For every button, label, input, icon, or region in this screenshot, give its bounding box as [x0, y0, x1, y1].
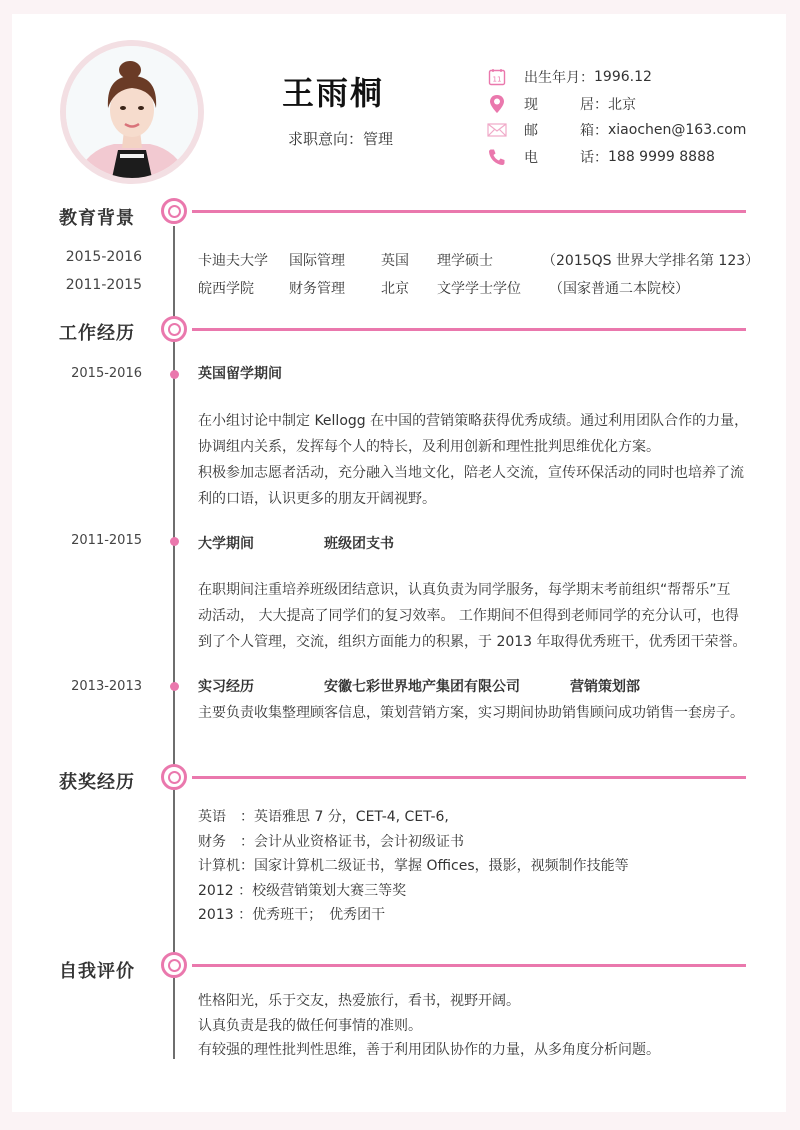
work-date: 2013-2013 — [71, 679, 142, 694]
award-line: 计算机：国家计算机二级证书，掌握 Offices，摄影，视频制作技能等 — [198, 858, 629, 874]
section-ring-icon — [161, 198, 187, 224]
education-row — [12, 250, 786, 270]
job-intent — [288, 128, 393, 149]
separator: ： — [580, 70, 594, 87]
location: 北京 — [381, 281, 409, 297]
label-char: 电 — [524, 149, 538, 166]
label-char: 话 — [580, 149, 594, 166]
degree: 理学硕士 — [437, 253, 493, 269]
school: 卡迪夫大学 — [198, 253, 268, 269]
work-description — [198, 577, 768, 655]
work-department: 营销策划部 — [570, 679, 640, 695]
section-divider — [192, 210, 746, 213]
timeline-dot-icon — [170, 682, 179, 691]
section-ring-icon — [161, 316, 187, 342]
separator: ： — [594, 123, 608, 140]
separator: ： — [594, 149, 608, 166]
svg-text:11: 11 — [492, 75, 502, 84]
description-line: 积极参加志愿者活动，充分融入当地文化，陪老人交流，宣传环保活动的同时也培养了流 — [198, 465, 744, 481]
section-title-awards: 获奖经历 — [59, 772, 135, 793]
description-line: 利的口语，认识更多的朋友开阔视野。 — [198, 491, 436, 507]
contact-birth — [486, 64, 746, 91]
birth-label: 出生年月 — [524, 70, 580, 87]
envelope-icon — [486, 120, 508, 140]
award-line: 财务 ：会计从业资格证书，会计初级证书 — [198, 833, 464, 850]
residence-value: 北京 — [608, 96, 636, 113]
work-date: 2011-2015 — [71, 533, 142, 548]
job-intent-value: 管理 — [363, 130, 394, 148]
degree: 文学学士学位 — [437, 281, 521, 297]
job-intent-label: 求职意向： — [288, 130, 364, 148]
section-divider — [192, 328, 746, 331]
email-value: xiaochen@163.com — [608, 122, 747, 139]
work-heading: 英国留学期间 — [198, 366, 282, 382]
education-date: 2011-2015 — [65, 277, 142, 293]
description-line: 到了个人管理，交流，组织方面能力的积累，于 2013 年取得优秀班干，优秀团干荣誉。 — [198, 634, 747, 650]
work-heading: 大学期间 — [198, 536, 254, 552]
work-description — [198, 700, 768, 726]
portrait-illustration-icon — [66, 46, 198, 178]
evaluation-line: 性格阳光，乐于交友，热爱旅行，看书，视野开阔。 — [198, 993, 520, 1009]
work-date: 2015-2016 — [71, 366, 142, 381]
timeline-dot-icon — [170, 537, 179, 546]
section-divider — [192, 964, 746, 967]
profile-photo — [60, 40, 204, 184]
location-pin-icon — [486, 94, 508, 114]
section-divider — [192, 776, 746, 779]
timeline-line — [173, 226, 175, 1059]
award-line: 英语 ：英语雅思 7 分，CET-4, CET-6, — [198, 809, 449, 825]
work-heading: 实习经历 — [198, 679, 254, 695]
candidate-name: 王雨桐 — [282, 74, 385, 112]
award-line: 2012 ：校级营销策划大赛三等奖 — [198, 882, 407, 899]
section-title-work: 工作经历 — [59, 323, 135, 344]
section-title-education: 教育背景 — [59, 208, 135, 229]
section-title-self: 自我评价 — [59, 961, 135, 982]
calendar-icon — [486, 67, 508, 87]
description-line: 在小组讨论中制定 Kellogg 在中国的营销策略获得优秀成绩。通过利用团队合作的力量， — [198, 413, 749, 429]
description-line: 协调组内关系，发挥每个人的特长，及利用创新和理性批判思维优化方案。 — [198, 439, 660, 455]
residence-label — [524, 94, 594, 114]
self-evaluation — [198, 989, 660, 1063]
work-role: 班级团支书 — [324, 536, 394, 552]
separator: ： — [594, 96, 608, 113]
section-ring-icon — [161, 952, 187, 978]
contact-phone — [486, 144, 746, 171]
location: 英国 — [381, 253, 409, 269]
award-line: 2013 ：优秀班干； 优秀团干 — [198, 907, 386, 923]
birth-value: 1996.12 — [594, 69, 652, 86]
phone-label — [524, 147, 594, 167]
awards-list — [198, 805, 629, 928]
evaluation-line: 有较强的理性批判性思维，善于利用团队协作的力量，从多角度分析问题。 — [198, 1042, 660, 1058]
description-line: 主要负责收集整理顾客信息，策划营销方案，实习期间协助销售顾问成功销售一套房子。 — [198, 705, 744, 721]
contact-info — [486, 64, 746, 170]
description-line: 动活动， 大大提高了同学们的复习效率。 工作期间不但得到老师同学的充分认可，也得 — [198, 608, 739, 624]
education-row — [12, 278, 786, 298]
major: 财务管理 — [289, 281, 345, 297]
label-char: 居 — [580, 96, 594, 113]
label-char: 现 — [524, 96, 538, 113]
timeline-dot-icon — [170, 370, 179, 379]
evaluation-line: 认真负责是我的做任何事情的准则。 — [198, 1017, 422, 1034]
contact-email — [486, 117, 746, 144]
email-label — [524, 120, 594, 140]
section-ring-icon — [161, 764, 187, 790]
school-note: （2015QS 世界大学排名第 123） — [542, 253, 760, 269]
description-line: 在职期间注重培养班级团结意识，认真负责为同学服务，每学期末考前组织“帮帮乐”互 — [198, 582, 731, 598]
resume-page — [12, 14, 786, 1112]
school: 皖西学院 — [198, 281, 254, 297]
school-note: （国家普通二本院校） — [549, 281, 689, 297]
work-description — [198, 408, 758, 512]
phone-icon — [486, 147, 508, 167]
label-char: 箱 — [580, 123, 594, 140]
label-char: 邮 — [524, 123, 538, 140]
major: 国际管理 — [289, 253, 345, 269]
avatar — [66, 46, 198, 178]
work-company: 安徽七彩世界地产集团有限公司 — [324, 679, 520, 695]
contact-residence — [486, 91, 746, 118]
phone-value: 188 9999 8888 — [608, 148, 715, 165]
education-date: 2015-2016 — [65, 249, 142, 265]
